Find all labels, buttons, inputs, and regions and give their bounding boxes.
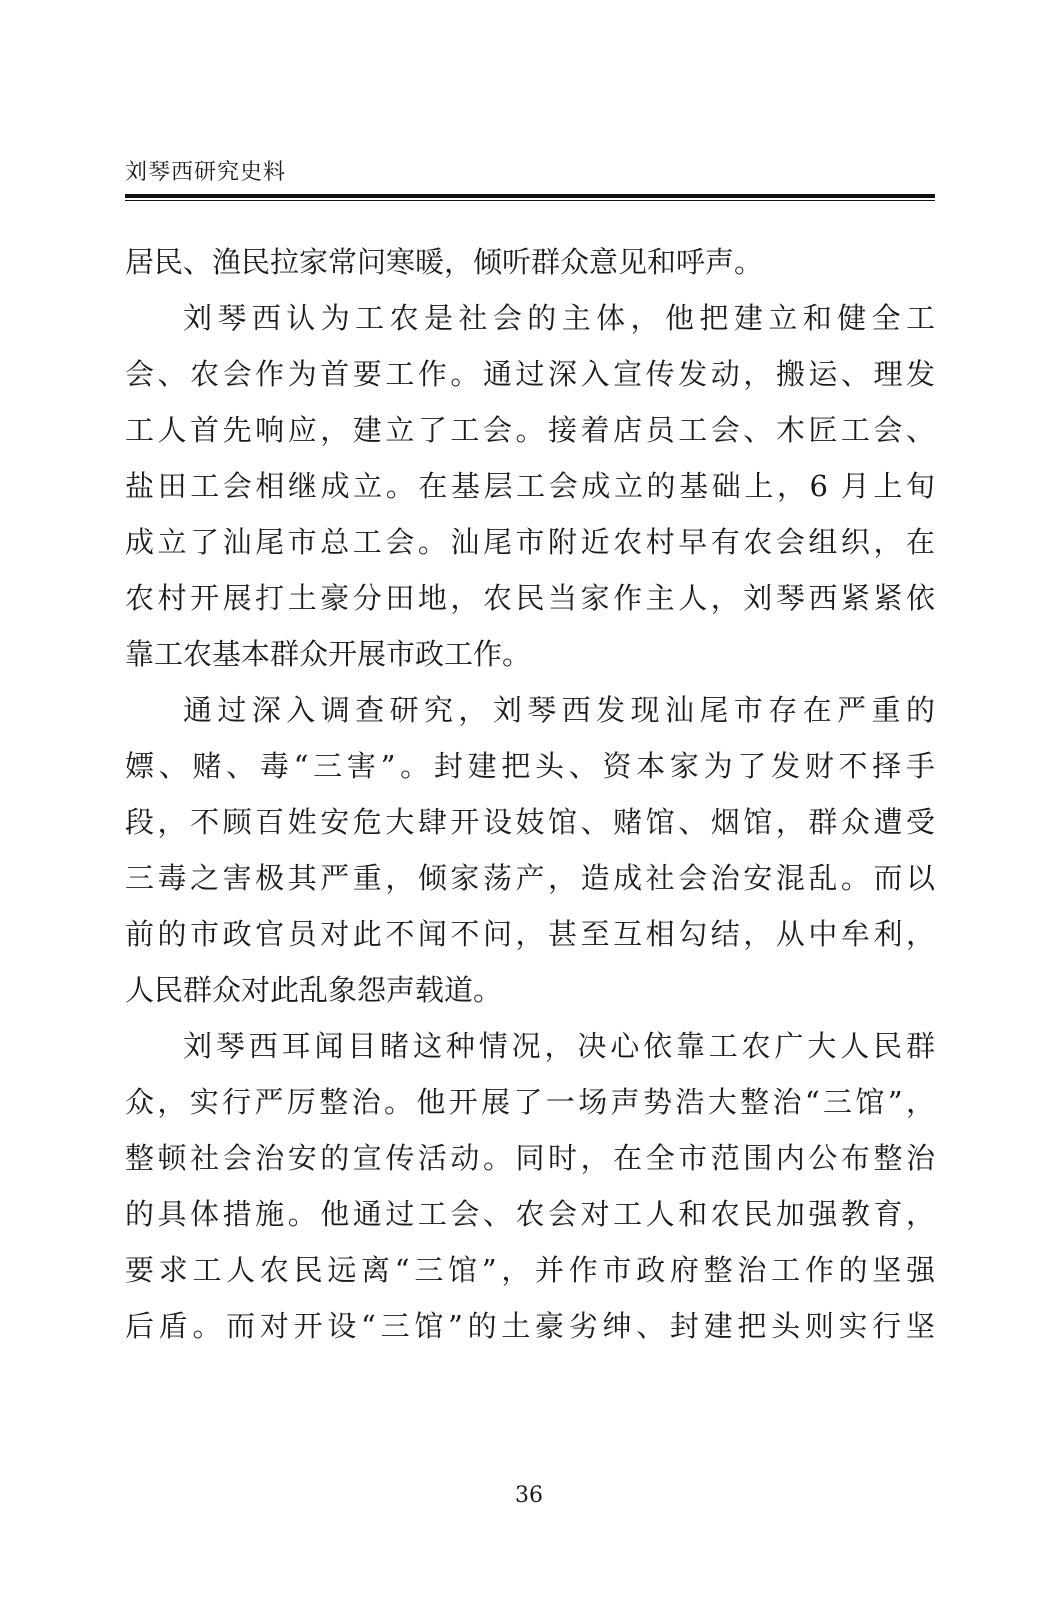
text-line: 刘琴西认为工农是社会的主体，他把建立和健全工	[183, 301, 935, 335]
text-line: 靠工农基本群众开展市政工作。	[125, 637, 532, 671]
text-line: 三毒之害极其严重，倾家荡产，造成社会治安混乱。而以	[125, 861, 935, 895]
book-title: 刘琴西研究史料	[125, 160, 287, 185]
text-line: 通过深入调查研究，刘琴西发现汕尾市存在严重的	[183, 693, 935, 727]
text-line: 整顿社会治安的宣传活动。同时，在全市范围内公布整治	[125, 1141, 935, 1175]
text-line: 段，不顾百姓安危大肆开设妓馆、赌馆、烟馆，群众遭受	[125, 805, 935, 839]
header-rule-thin	[125, 200, 935, 201]
text-line: 成立了汕尾市总工会。汕尾市附近农村早有农会组织，在	[125, 525, 935, 559]
header-rule-thick	[125, 194, 935, 198]
text-line: 工人首先响应，建立了工会。接着店员工会、木匠工会、	[125, 413, 935, 447]
text-line: 的具体措施。他通过工会、农会对工人和农民加强教育，	[125, 1197, 935, 1231]
body-text	[125, 234, 935, 1354]
text-line: 人民群众对此乱象怨声载道。	[125, 973, 503, 1007]
text-line: 居民、渔民拉家常问寒暖，倾听群众意见和呼声。	[125, 245, 764, 279]
paragraph	[125, 682, 935, 1018]
text-line: 刘琴西耳闻目睹这种情况，决心依靠工农广大人民群	[183, 1029, 935, 1063]
paragraph	[125, 290, 935, 682]
text-line: 盐田工会相继成立。在基层工会成立的基础上，6 月上旬	[125, 469, 935, 503]
text-line: 嫖、赌、毒“三害”。封建把头、资本家为了发财不择手	[125, 749, 935, 783]
running-header	[125, 160, 935, 201]
paragraph	[125, 234, 935, 290]
text-line: 后盾。而对开设“三馆”的土豪劣绅、封建把头则实行坚	[125, 1309, 935, 1343]
text-line: 农村开展打土豪分田地，农民当家作主人，刘琴西紧紧依	[125, 581, 935, 615]
text-line: 众，实行严厉整治。他开展了一场声势浩大整治“三馆”，	[125, 1085, 935, 1119]
text-line: 会、农会作为首要工作。通过深入宣传发动，搬运、理发	[125, 357, 935, 391]
text-line: 要求工人农民远离“三馆”，并作市政府整治工作的坚强	[125, 1253, 935, 1287]
text-line: 前的市政官员对此不闻不问，甚至互相勾结，从中牟利，	[125, 917, 935, 951]
page-number: 36	[515, 1483, 543, 1508]
paragraph	[125, 1018, 935, 1354]
